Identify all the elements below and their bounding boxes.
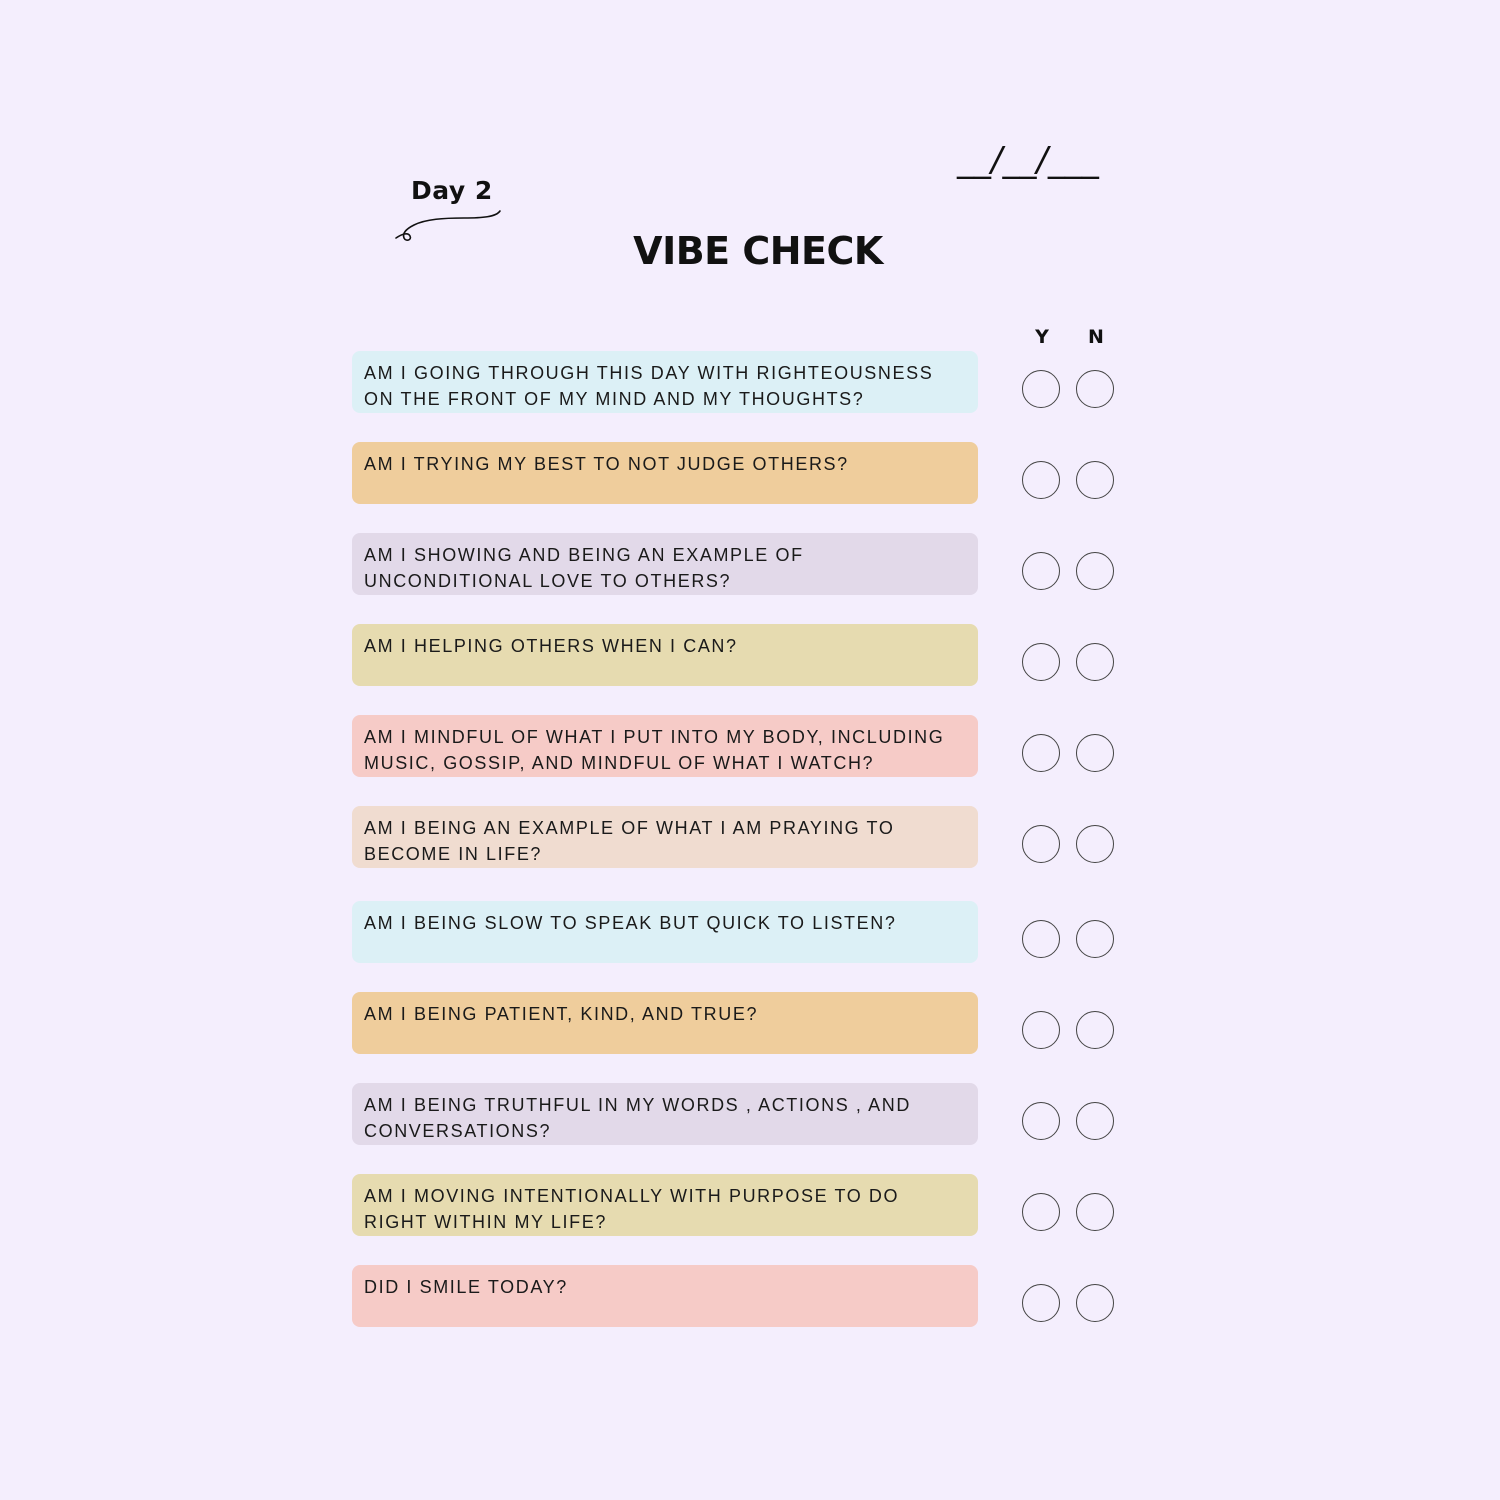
yes-circle[interactable] xyxy=(1022,1284,1060,1322)
no-circle[interactable] xyxy=(1076,1102,1114,1140)
no-circle[interactable] xyxy=(1076,1193,1114,1231)
yes-circle[interactable] xyxy=(1022,643,1060,681)
no-circle[interactable] xyxy=(1076,1284,1114,1322)
question-row xyxy=(352,806,1122,868)
page-title: VIBE CHECK xyxy=(633,229,883,273)
question-text: DID I SMILE TODAY? xyxy=(352,1265,978,1327)
question-text: AM I BEING SLOW TO SPEAK BUT QUICK TO LISTEN? xyxy=(352,901,978,963)
no-circle[interactable] xyxy=(1076,643,1114,681)
yes-circle[interactable] xyxy=(1022,370,1060,408)
question-row xyxy=(352,1265,1122,1327)
question-text: AM I TRYING MY BEST TO NOT JUDGE OTHERS? xyxy=(352,442,978,504)
question-row xyxy=(352,624,1122,686)
question-text: AM I BEING PATIENT, KIND, AND TRUE? xyxy=(352,992,978,1054)
swirl-underline-icon xyxy=(392,205,507,247)
yes-circle[interactable] xyxy=(1022,920,1060,958)
no-circle[interactable] xyxy=(1076,552,1114,590)
no-circle[interactable] xyxy=(1076,1011,1114,1049)
question-text: AM I MINDFUL OF WHAT I PUT INTO MY BODY, INCLUDING MUSIC, GOSSIP, AND MINDFUL OF WHAT I WATCH? xyxy=(352,715,978,777)
yes-circle[interactable] xyxy=(1022,461,1060,499)
no-circle[interactable] xyxy=(1076,461,1114,499)
day-label: Day 2 xyxy=(411,176,493,205)
question-row xyxy=(352,901,1122,963)
question-row xyxy=(352,1083,1122,1145)
question-text: AM I BEING TRUTHFUL IN MY WORDS , ACTIONS , AND CONVERSATIONS? xyxy=(352,1083,978,1145)
question-text: AM I HELPING OTHERS WHEN I CAN? xyxy=(352,624,978,686)
question-text: AM I SHOWING AND BEING AN EXAMPLE OF UNCONDITIONAL LOVE TO OTHERS? xyxy=(352,533,978,595)
question-row xyxy=(352,351,1122,413)
yes-circle[interactable] xyxy=(1022,552,1060,590)
yes-circle[interactable] xyxy=(1022,1102,1060,1140)
date-blank-line[interactable]: __/__/___ xyxy=(957,140,1099,180)
no-column-header: N xyxy=(1088,326,1104,348)
question-row xyxy=(352,533,1122,595)
no-circle[interactable] xyxy=(1076,734,1114,772)
question-row xyxy=(352,1174,1122,1236)
question-row xyxy=(352,992,1122,1054)
yes-circle[interactable] xyxy=(1022,1193,1060,1231)
no-circle[interactable] xyxy=(1076,920,1114,958)
question-row xyxy=(352,442,1122,504)
question-text: AM I GOING THROUGH THIS DAY WITH RIGHTEOUSNESS ON THE FRONT OF MY MIND AND MY THOUGHTS? xyxy=(352,351,978,413)
question-row xyxy=(352,715,1122,777)
yes-circle[interactable] xyxy=(1022,734,1060,772)
yes-column-header: Y xyxy=(1035,326,1049,348)
no-circle[interactable] xyxy=(1076,370,1114,408)
yes-circle[interactable] xyxy=(1022,1011,1060,1049)
no-circle[interactable] xyxy=(1076,825,1114,863)
question-text: AM I BEING AN EXAMPLE OF WHAT I AM PRAYING TO BECOME IN LIFE? xyxy=(352,806,978,868)
question-text: AM I MOVING INTENTIONALLY WITH PURPOSE TO DO RIGHT WITHIN MY LIFE? xyxy=(352,1174,978,1236)
yes-circle[interactable] xyxy=(1022,825,1060,863)
